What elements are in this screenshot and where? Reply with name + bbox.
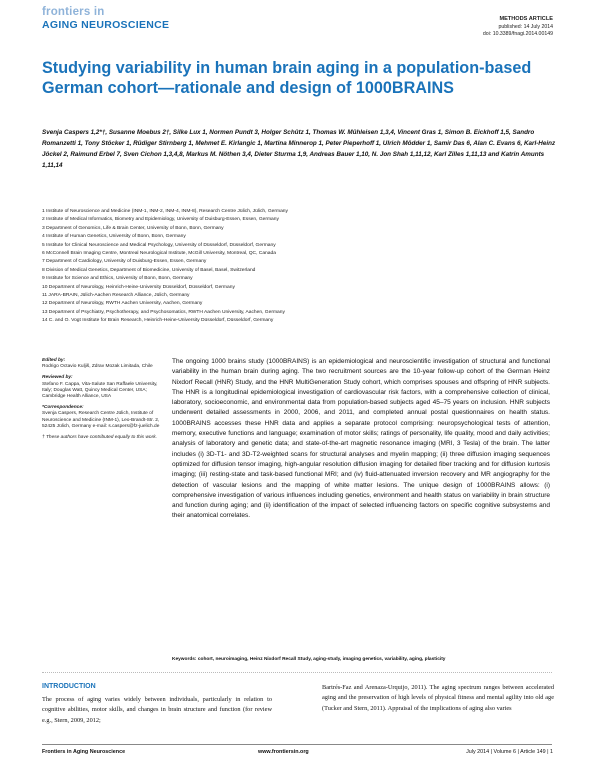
affiliation-item: 1 Institute of Neuroscience and Medicine (INM-1, INM-2, INM-4, INM-8), Research Centre Jülich, Jülich, Germany <box>42 209 288 214</box>
article-sidebar <box>42 358 162 446</box>
keywords: Keywords: cohort, neuroimaging, Heinz Nixdorf Recall Study, aging-study, imaging genetics, variability, aging, plasticity <box>172 657 446 662</box>
affiliation-item: 5 Institute for Clinical Neuroscience and Medical Psychology, University of Düsseldorf, Düsseldorf, Germany <box>42 242 276 248</box>
footer-rule <box>42 744 552 745</box>
affiliation-item: 12 Department of Neurology, RWTH Aachen University, Aachen, Germany <box>42 301 203 307</box>
edited-by-label: Edited by: <box>42 358 66 363</box>
doi-link[interactable]: doi: 10.3389/fnagi.2014.00149 <box>482 31 553 37</box>
section-divider <box>42 672 552 673</box>
affiliation-item: 13 Department of Psychiatry, Psychotherapy, and Psychosomatics, RWTH Aachen University, Aachen, Germany <box>42 309 285 315</box>
journal-logo-bottom: AGING NEUROSCIENCE <box>42 19 170 31</box>
affiliation-item: 3 Department of Genomics, Life & Brain Center, University of Bonn, Bonn, Germany <box>42 225 224 231</box>
article-type: METHODS ARTICLE <box>499 16 553 22</box>
introduction-column-1: The process of aging varies widely between individuals, particularly in relation to cognitive abilities, motor skills, and changes in brain structure and function (for review e.g., Stern, 2009, 2012; <box>42 696 272 724</box>
edited-by-text[interactable]: Rodrigo Octavio Kuljiš, Zdrav Mozak Limitada, Chile <box>42 364 153 370</box>
affiliation-list <box>42 208 557 326</box>
journal-logo-top: frontiers in <box>42 6 105 18</box>
author-list: Svenja Caspers 1,2*†, Susanne Moebus 2†, Silke Lux 1, Normen Pundt 3, Holger Schütz 1, Thomas W. Mühleisen 1,3,4, Vincent Gras 1, Simon B. Eickhoff 1,5, Sandro Romanzetti 1, Tony Stöcker 1, Rüdiger Stirnberg 1, Mehmet E. Kirlangic 1, Martina Minnerop 1, Peter Pieperhoff 1, Ulrich Mödder 1, Samir Das 6, Alan C. Evans 6, Karl-Heinz Jöckel 2, Raimund Erbel 7, Sven Cichon 1,3,4,8, Markus M. Nöthen 3,4, Dieter Sturma 1,9, Andreas Bauer 1,10, N. Jon Shah 1,11,12, Karl Zilles 1,11,13 and Katrin Amunts 1,11,14 <box>42 129 556 169</box>
footer-website[interactable]: www.frontiersin.org <box>258 749 309 755</box>
correspondence-text[interactable]: Svenja Caspers, Research Centre Jülich, Institute of Neuroscience and Medicine (INM-1), Leo-Brandt-Str. 2, 52425 Jülich, Germany e-mail: s.caspers@fz-juelich.de <box>42 411 160 429</box>
reviewed-by-label: Reviewed by: <box>42 375 73 381</box>
affiliation-item: 9 Institute for Science and Ethics, University of Bonn, Bonn, Germany <box>42 276 193 282</box>
article-title: Studying variability in human brain aging in a population-based German cohort—rationale and design of 1000BRAINS <box>42 59 532 97</box>
equal-contribution-note: † These authors have contributed equally to this work. <box>42 435 157 441</box>
footer-journal: Frontiers in Aging Neuroscience <box>42 749 126 755</box>
introduction-heading: INTRODUCTION <box>42 683 96 690</box>
affiliation-item: 8 Division of Medical Genetics, Department of Biomedicine, University of Basel, Basel, Switzerland <box>42 267 256 273</box>
affiliation-item: 14 C. and O. Vogt Institute for Brain Research, Heinrich-Heine-University Düsseldorf, Düsseldorf, Germany <box>42 318 274 324</box>
affiliation-item: 6 McConnell Brain Imaging Centre, Montreal Neurological Institute, McGill University, Montreal, QC, Canada <box>42 251 276 257</box>
footer-issue: July 2014 | Volume 6 | Article 149 | 1 <box>466 749 553 755</box>
reviewed-by-text[interactable]: Stefano F. Cappa, Vita-Salute San Raffaele University, Italy; Douglas Watt, Quincy Medical Center, USA; Cambridge Health Alliance, USA <box>42 381 158 400</box>
affiliation-item: 11 JARA-BRAIN, Jülich-Aachen Research Alliance, Jülich, Germany <box>42 293 190 299</box>
affiliation-item: 7 Department of Cardiology, University of Duisburg-Essen, Essen, Germany <box>42 259 207 265</box>
correspondence-label: *Correspondence: <box>42 405 84 411</box>
affiliation-item: 10 Department of Neurology, Heinrich-Heine-University Düsseldorf, Düsseldorf, Germany <box>42 284 235 290</box>
affiliation-item: 2 Institute of Medical Informatics, Biometry and Epidemiology, University of Duisburg-Essen, Essen, Germany <box>42 217 279 223</box>
abstract-text: The ongoing 1000 brains study (1000BRAINS) is an epidemiological and neuroscientific investigation of structural and functional variability in the human brain during aging. The two recruitment sources are the 10-year follow-up cohort of the German Heinz Nixdorf Recall (HNR) Study, and the HNR MultiGeneration Study cohort, which comprises spouses and offspring of HNR subjects. The HNR is a longitudinal epidemiological investigation of cardiovascular risk factors, with a comprehensive collection of clinical, laboratory, socioeconomic, and environmental data from population-based subjects aged 45–75 years on inclusion. HNR subjects underwent detailed assessments in 2000, 2006, and 2011, and completed annual postal questionnaires on health status. 1000BRAINS accesses these HNR data and applies a separate protocol comprising: neuropsychological tests of attention, memory, executive functions and language; examination of motor skills; ratings of personality, life quality, mood and daily activities; analysis of laboratory and genetic data; and state-of-the-art magnetic resonance imaging (MRI, 3 Tesla) of the brain. The latter includes (i) 3D-T1- and 3D-T2-weighted scans for structural analyses and myelin mapping; (ii) three diffusion imaging sequences optimized for diffusion tensor imaging, high-angular resolution diffusion imaging for detailed fiber tracking and for diffusion kurtosis imaging; (iii) resting-state and task-based functional MRI; and (iv) fluid-attenuated inversion recovery and MR angiography for the detection of vascular lesions and the mapping of white matter lesions. The unique design of 1000BRAINS allows: (i) comprehensive investigation of various influences including genetics, environment and health status on variability in brain structure and function during aging; and (ii) identification of the impact of selected influencing factors on specific cognitive subsystems and their anatomical correlates. <box>172 358 550 520</box>
introduction-column-2: Bartrés-Faz and Arenaza-Urquijo, 2011). The aging spectrum ranges between accelerated aging and the preservation of high levels of physical fitness and mental agility into old age (Tucker and Stern, 2011). Appraisal of the implications of aging also varies <box>322 684 554 712</box>
affiliation-item: 4 Institute of Human Genetics, University of Bonn, Bonn, Germany <box>42 234 186 240</box>
published-date: published: 14 July 2014 <box>498 24 553 30</box>
